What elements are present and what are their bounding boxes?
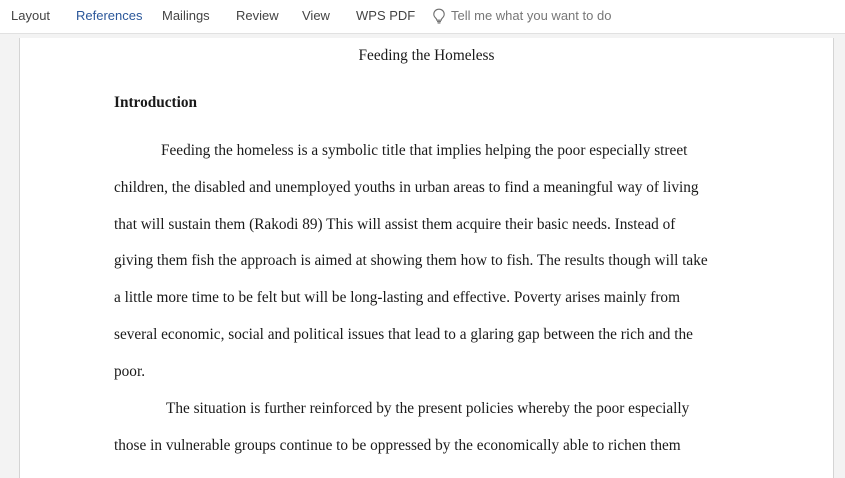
paragraph-line: poor. bbox=[114, 363, 146, 380]
document-title: Feeding the Homeless bbox=[358, 47, 495, 64]
paragraph-line: Feeding the homeless is a symbolic title that implies helping the poor especially street bbox=[161, 142, 688, 159]
tab-mailings[interactable]: Mailings bbox=[162, 8, 210, 23]
lightbulb-icon bbox=[432, 8, 446, 24]
tell-me-search[interactable] bbox=[432, 8, 611, 24]
paragraph-line: a little more time to be felt but will be long-lasting and effective. Poverty arises mainly from bbox=[114, 289, 680, 306]
tab-references[interactable]: References bbox=[76, 8, 143, 23]
tab-layout[interactable]: Layout bbox=[11, 8, 51, 23]
document-page[interactable] bbox=[19, 38, 834, 478]
paragraph-line: The situation is further reinforced by the present policies whereby the poor especially bbox=[166, 400, 690, 417]
tab-view[interactable]: View bbox=[302, 8, 330, 23]
ribbon-tab-bar bbox=[0, 0, 845, 34]
paragraph-line: that will sustain them (Rakodi 89) This will assist them acquire their basic needs. Instead of bbox=[114, 216, 676, 233]
paragraph-line: several economic, social and political issues that lead to a glaring gap between the rich and the bbox=[114, 326, 693, 343]
tab-review[interactable]: Review bbox=[236, 8, 279, 23]
section-heading: Introduction bbox=[114, 94, 198, 111]
document-canvas bbox=[0, 34, 845, 460]
tab-wps-pdf[interactable]: WPS PDF bbox=[356, 8, 416, 23]
paragraph-line: children, the disabled and unemployed youths in urban areas to find a meaningful way of living bbox=[114, 179, 699, 196]
tell-me-placeholder: Tell me what you want to do bbox=[451, 8, 612, 23]
paragraph-line: those in vulnerable groups continue to be oppressed by the economically able to richen them bbox=[114, 437, 681, 454]
paragraph-line: giving them fish the approach is aimed at showing them how to fish. The results though will take bbox=[114, 252, 708, 269]
